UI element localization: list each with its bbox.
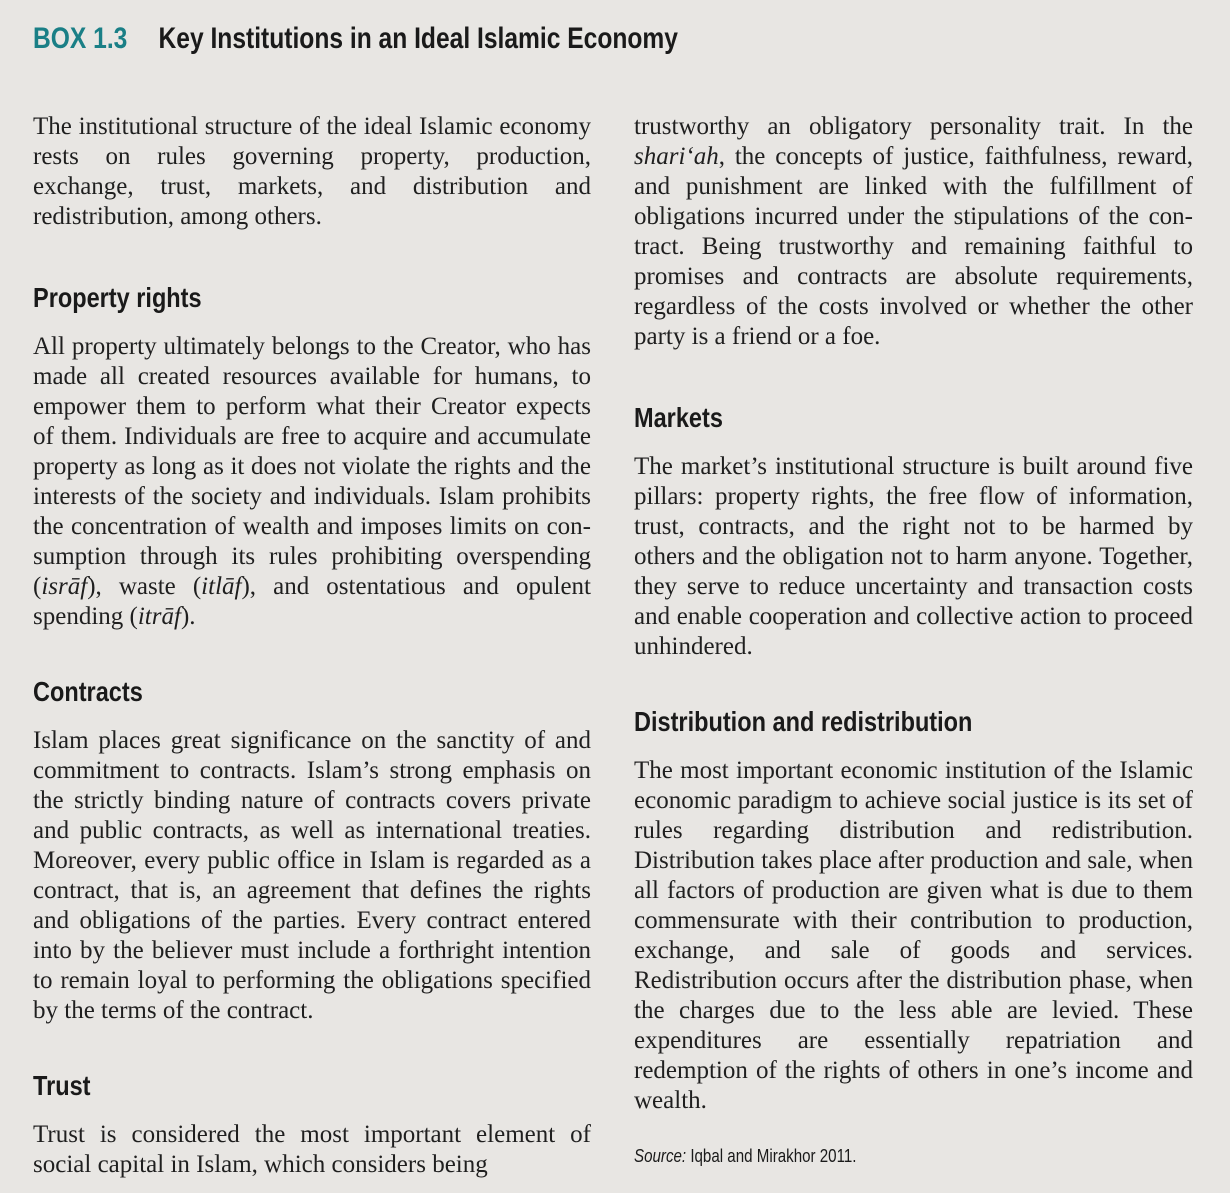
box-title: Key Institutions in an Ideal Islamic Economy (158, 22, 678, 55)
distribution-paragraph: The most important economic institution of the Islamic economic paradigm to achieve social justice is its set of rules regarding distribution and redistribution. Distribution takes place after production and sale, when all factors of production are given what is due to them commensurate with their contribution to production, exchange, and sale of goods and services. Redistribution occurs after the distribution phase, when the charges due to the less able are levied. These expenditures are essentially repatriation and redemption of the rights of others in one’s income and wealth. (634, 757, 1193, 1114)
heading-trust: Trust (33, 1070, 91, 1101)
trust-text-1: trustworthy an obligatory personality trait. In the (634, 113, 1193, 140)
box-header (33, 22, 678, 56)
source-label: Source: (634, 1146, 687, 1166)
source-note (634, 1146, 1104, 1167)
term-shariah: shari‘ah (634, 143, 719, 170)
heading-distribution: Distribution and redistribution (634, 706, 973, 737)
property-text-3: ), and ostentatious and opulent spending ( (33, 573, 591, 630)
trust-text-2: , the concepts of justice, faithfulness, reward, and punishment are linked with the fulfillment of obligations incurred under the stipulations of the contract. Being trustworthy and remaining faithful to promises and contracts are absolute requirements, regardless of the costs involved or whether the other party is a friend or a foe. (634, 143, 1193, 350)
markets-paragraph: The market’s institutional structure is built around five pillars: property rights, the free flow of information, trust, contracts, and the right not to be harmed by others and the obligation not to harm anyone. Together, they serve to reduce uncertainty and transaction costs and enable cooperation and collective action to proceed unhindered. (634, 453, 1193, 660)
box-number: BOX 1.3 (33, 22, 128, 55)
heading-contracts: Contracts (33, 676, 143, 707)
heading-markets: Markets (634, 402, 723, 433)
right-column (634, 112, 1193, 1167)
contracts-paragraph: Islam places great significance on the sanctity of and commitment to contracts. Islam’s strong emphasis on the strictly binding nature of contracts covers private and public contracts, as well as international treaties. Moreover, every public office in Islam is regarded as a contract, that is, an agreement that defines the rights and obligations of the parties. Every contract entered into by the believer must include a forthright intention to remain loyal to performing the obligations specified by the terms of the contract. (33, 727, 591, 1024)
property-text-4: ). (180, 603, 196, 630)
term-itraf: itrāf (137, 603, 181, 630)
source-text: Iqbal and Mirakhor 2011. (686, 1146, 857, 1166)
intro-paragraph: The institutional structure of the ideal Islamic economy rests on rules governing property, production, exchange, trust, markets, and distribution and redistribution, among others. (33, 113, 591, 230)
trust-paragraph-start: Trust is considered the most important element of social capital in Islam, which considers being (33, 1121, 591, 1178)
term-itlaf: itlāf (201, 573, 242, 600)
property-text-1: All property ultimately belongs to the Creator, who has made all created resources available for humans, to empower them to perform what their Creator expects of them. Individuals are free to acquire and accumulate property as long as it does not violate the rights and the interests of the society and individuals. Islam prohibits the concentration of wealth and imposes limits on consumption through its rules prohibiting overspending ( (33, 333, 591, 600)
heading-property-rights: Property rights (33, 282, 202, 313)
property-text-2: ), waste ( (87, 573, 202, 600)
term-israf: isrāf (41, 573, 88, 600)
property-rights-paragraph (33, 332, 591, 632)
trust-paragraph-continued (634, 112, 1193, 352)
left-column (33, 112, 591, 1180)
